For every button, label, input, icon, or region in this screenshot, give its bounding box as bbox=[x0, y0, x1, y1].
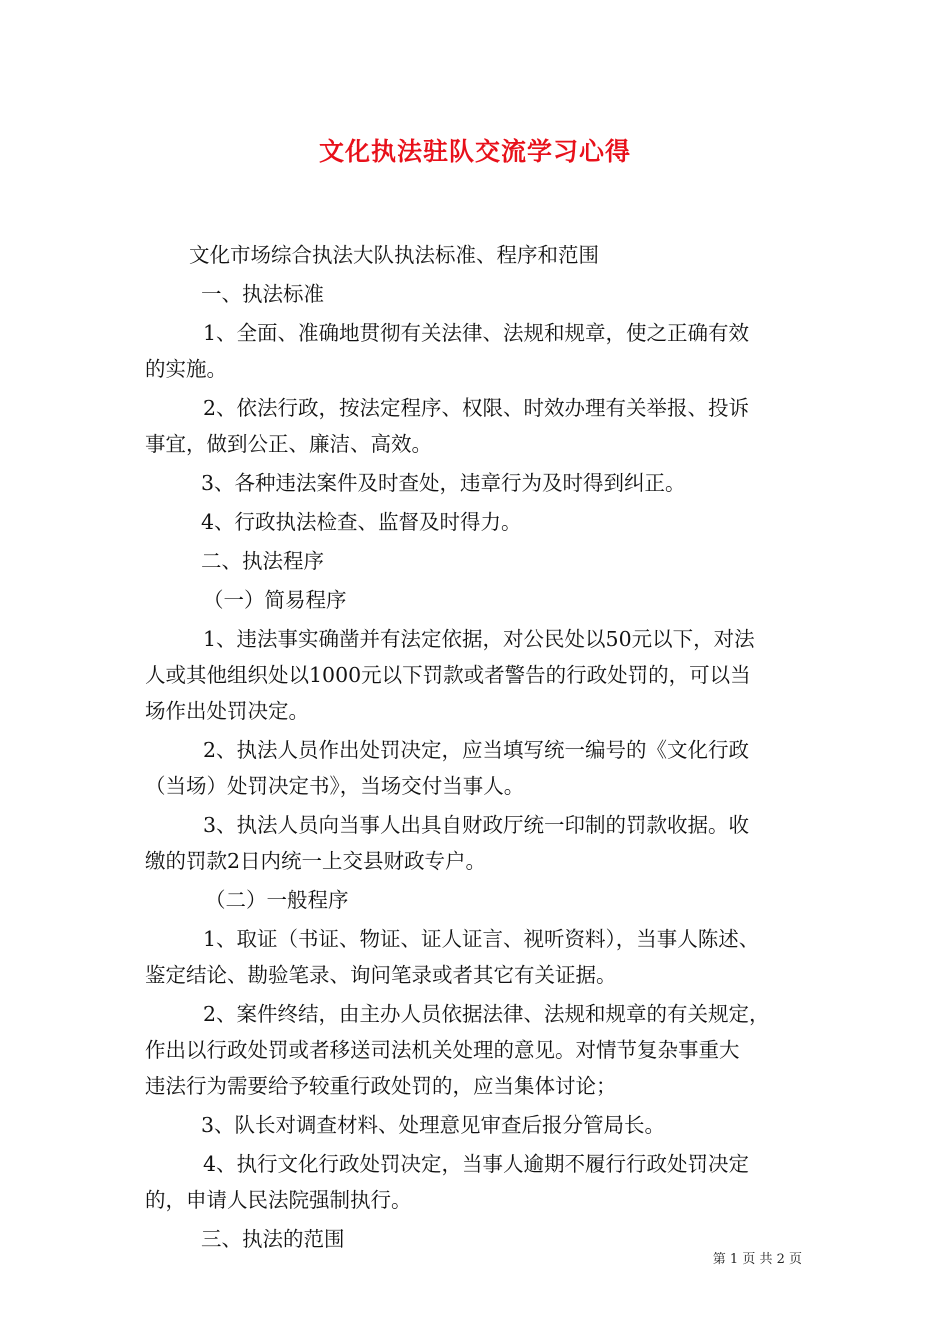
paragraph bbox=[145, 732, 815, 804]
document-body bbox=[145, 237, 815, 1260]
paragraph-line: 2、案件终结，由主办人员依据法律、法规和规章的有关规定， bbox=[203, 1002, 770, 1026]
paragraph-line: 的，申请人民法院强制执行。 bbox=[145, 1188, 412, 1212]
paragraph bbox=[145, 390, 815, 462]
paragraph-line: 场作出处罚决定。 bbox=[145, 699, 309, 723]
paragraph bbox=[145, 807, 815, 879]
paragraph-line: 的实施。 bbox=[145, 357, 227, 381]
paragraph-line: 2、依法行政，按法定程序、权限、时效办理有关举报、投诉 bbox=[203, 396, 750, 420]
paragraph-line: （一）简易程序 bbox=[203, 588, 347, 612]
paragraph bbox=[145, 996, 815, 1104]
paragraph bbox=[145, 921, 815, 993]
paragraph-line: 3、执法人员向当事人出具自财政厅统一印制的罚款收据。收 bbox=[203, 813, 750, 837]
paragraph-line: 4、行政执法检查、监督及时得力。 bbox=[201, 510, 522, 534]
paragraph-line: 人或其他组织处以1000元以下罚款或者警告的行政处罚的，可以当 bbox=[145, 663, 751, 687]
paragraph-line: 1、违法事实确凿并有法定依据，对公民处以50元以下，对法 bbox=[203, 627, 755, 651]
paragraph-line: 3、各种违法案件及时查处，违章行为及时得到纠正。 bbox=[201, 471, 686, 495]
paragraph-line: 3、队长对调查材料、处理意见审查后报分管局长。 bbox=[201, 1113, 666, 1137]
paragraph bbox=[145, 276, 815, 312]
paragraph bbox=[145, 465, 815, 501]
paragraph-line: 违法行为需要给予较重行政处罚的，应当集体讨论； bbox=[145, 1074, 617, 1098]
paragraph bbox=[145, 315, 815, 387]
paragraph-line: 事宜，做到公正、廉洁、高效。 bbox=[145, 432, 432, 456]
page-number: 第 1 页 共 2 页 bbox=[712, 1252, 802, 1267]
paragraph-line: 缴的罚款2日内统一上交县财政专户。 bbox=[145, 849, 487, 873]
paragraph-line: 二、执法程序 bbox=[201, 549, 324, 573]
paragraph-line: （当场）处罚决定书》，当场交付当事人。 bbox=[145, 774, 525, 798]
paragraph bbox=[145, 504, 815, 540]
paragraph-line: 鉴定结论、勘验笔录、询问笔录或者其它有关证据。 bbox=[145, 963, 617, 987]
paragraph bbox=[145, 237, 815, 273]
paragraph bbox=[145, 582, 815, 618]
paragraph bbox=[145, 621, 815, 729]
paragraph-line: 4、执行文化行政处罚决定，当事人逾期不履行行政处罚决定 bbox=[203, 1152, 750, 1176]
paragraph-line: 作出以行政处罚或者移送司法机关处理的意见。对情节复杂事重大 bbox=[145, 1038, 740, 1062]
paragraph-line: 一、执法标准 bbox=[201, 282, 324, 306]
paragraph-line: 1、取证（书证、物证、证人证言、视听资料），当事人陈述、 bbox=[203, 927, 760, 951]
paragraph bbox=[145, 1107, 815, 1143]
paragraph-line: 1、全面、准确地贯彻有关法律、法规和规章，使之正确有效 bbox=[203, 321, 750, 345]
paragraph-line: （二）一般程序 bbox=[205, 888, 349, 912]
paragraph bbox=[145, 543, 815, 579]
paragraph-line: 文化市场综合执法大队执法标准、程序和范围 bbox=[189, 243, 599, 267]
document-title: 文化执法驻队交流学习心得 bbox=[318, 137, 631, 166]
paragraph-line: 三、执法的范围 bbox=[201, 1227, 345, 1251]
paragraph bbox=[145, 882, 815, 918]
paragraph bbox=[145, 1146, 815, 1218]
paragraph-line: 2、执法人员作出处罚决定，应当填写统一编号的《文化行政 bbox=[203, 738, 750, 762]
